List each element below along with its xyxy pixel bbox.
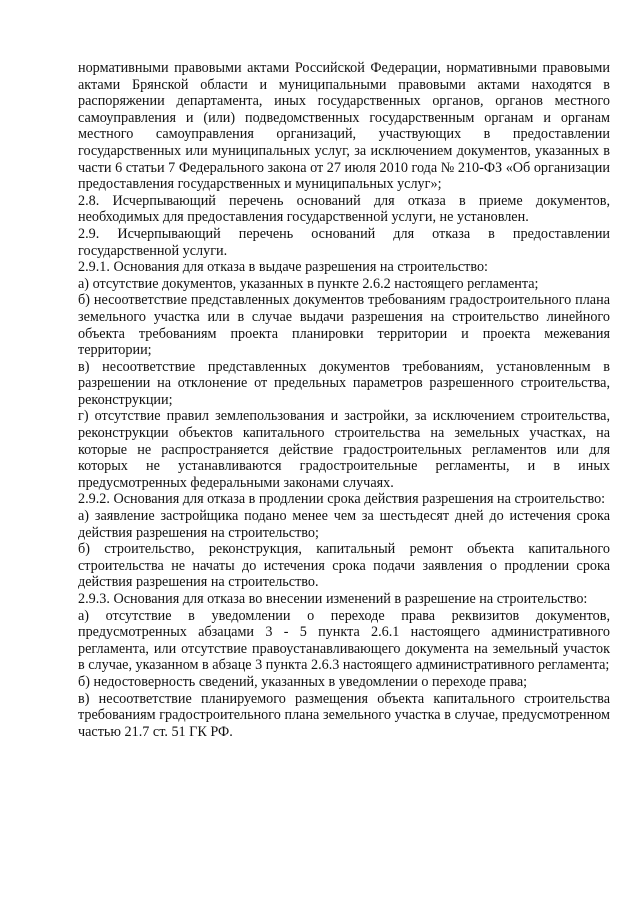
paragraph-2-9-1: 2.9.1. Основания для отказа в выдаче разрешения на строительство: [78,259,489,276]
paragraph-2-9-3-a: а) отсутствие в уведомлении о переходе права реквизитов документов, предусмотренных абзацами 3 - 5 пункта 2.6.1 настоящего административного регламента, или отсутствие правоустанавливающего документа на земельный участок в случае, указанном в абзаце 3 пункта 2.6.3 настоящего административного регламента; [78,607,610,674]
paragraph-2-9: 2.9. Исчерпывающий перечень оснований для отказа в предоставлении государственной услуги. [78,225,610,259]
document-page [78,60,610,740]
paragraph-2-9-2: 2.9.2. Основания для отказа в продлении срока действия разрешения на строительство: [78,491,606,508]
paragraph-2-9-1-g: г) отсутствие правил землепользования и застройки, за исключением строительства, реконструкции объектов капитального строительства на земельных участках, на которые не распространяется действие градостроительных регламентов или для которых не устанавливаются градостроительные регламенты, и в иных предусмотренных федеральными законами случаях. [78,408,610,491]
paragraph-2-9-3: 2.9.3. Основания для отказа во внесении изменений в разрешение на строительство: [78,591,588,607]
paragraph-2-9-1-a: а) отсутствие документов, указанных в пункте 2.6.2 настоящего регламента; [78,275,539,292]
paragraph-2-9-3-b: б) недостоверность сведений, указанных в уведомлении о переходе права; [78,673,528,690]
paragraph-2-8: 2.8. Исчерпывающий перечень оснований для отказа в приеме документов, необходимых для предоставления государственной услуги, не установлен. [78,192,610,226]
paragraph-2-9-1-b: б) несоответствие представленных документов требованиям градостроительного плана земельного участка или в случае выдачи разрешения на строительство линейного объекта требованиям проекта планировки территории и проекта межевания территории; [78,292,610,359]
paragraph-continuation: нормативными правовыми актами Российской Федерации, нормативными правовыми актами Брянской области и муниципальными правовыми актами находятся в распоряжении департамента, иных государственных органов, органов местного самоуправления и (или) подведомственных государственным органам и органам местного самоуправления организаций, участвующих в предоставлении государственных или муниципальных услуг, за исключением документов, указанных в части 6 статьи 7 Федерального закона от 27 июля 2010 года № 210-ФЗ «Об организации предоставления государственных и муниципальных услуг»; [78,60,610,193]
paragraph-2-9-3-v: в) несоответствие планируемого размещения объекта капитального строительства требованиям градостроительного плана земельного участка в случае, предусмотренном частью 21.7 ст. 51 ГК РФ. [78,690,610,740]
paragraph-2-9-2-b: б) строительство, реконструкция, капитальный ремонт объекта капитального строительства не начаты до истечения срока подачи заявления о продлении срока действия разрешения на строительство. [78,541,610,591]
paragraph-2-9-1-v: в) несоответствие представленных документов требованиям, установленным в разрешении на отклонение от предельных параметров разрешенного строительства, реконструкции; [78,358,610,408]
paragraph-2-9-2-a: а) заявление застройщика подано менее чем за шестьдесят дней до истечения срока действия разрешения на строительство; [78,508,610,541]
